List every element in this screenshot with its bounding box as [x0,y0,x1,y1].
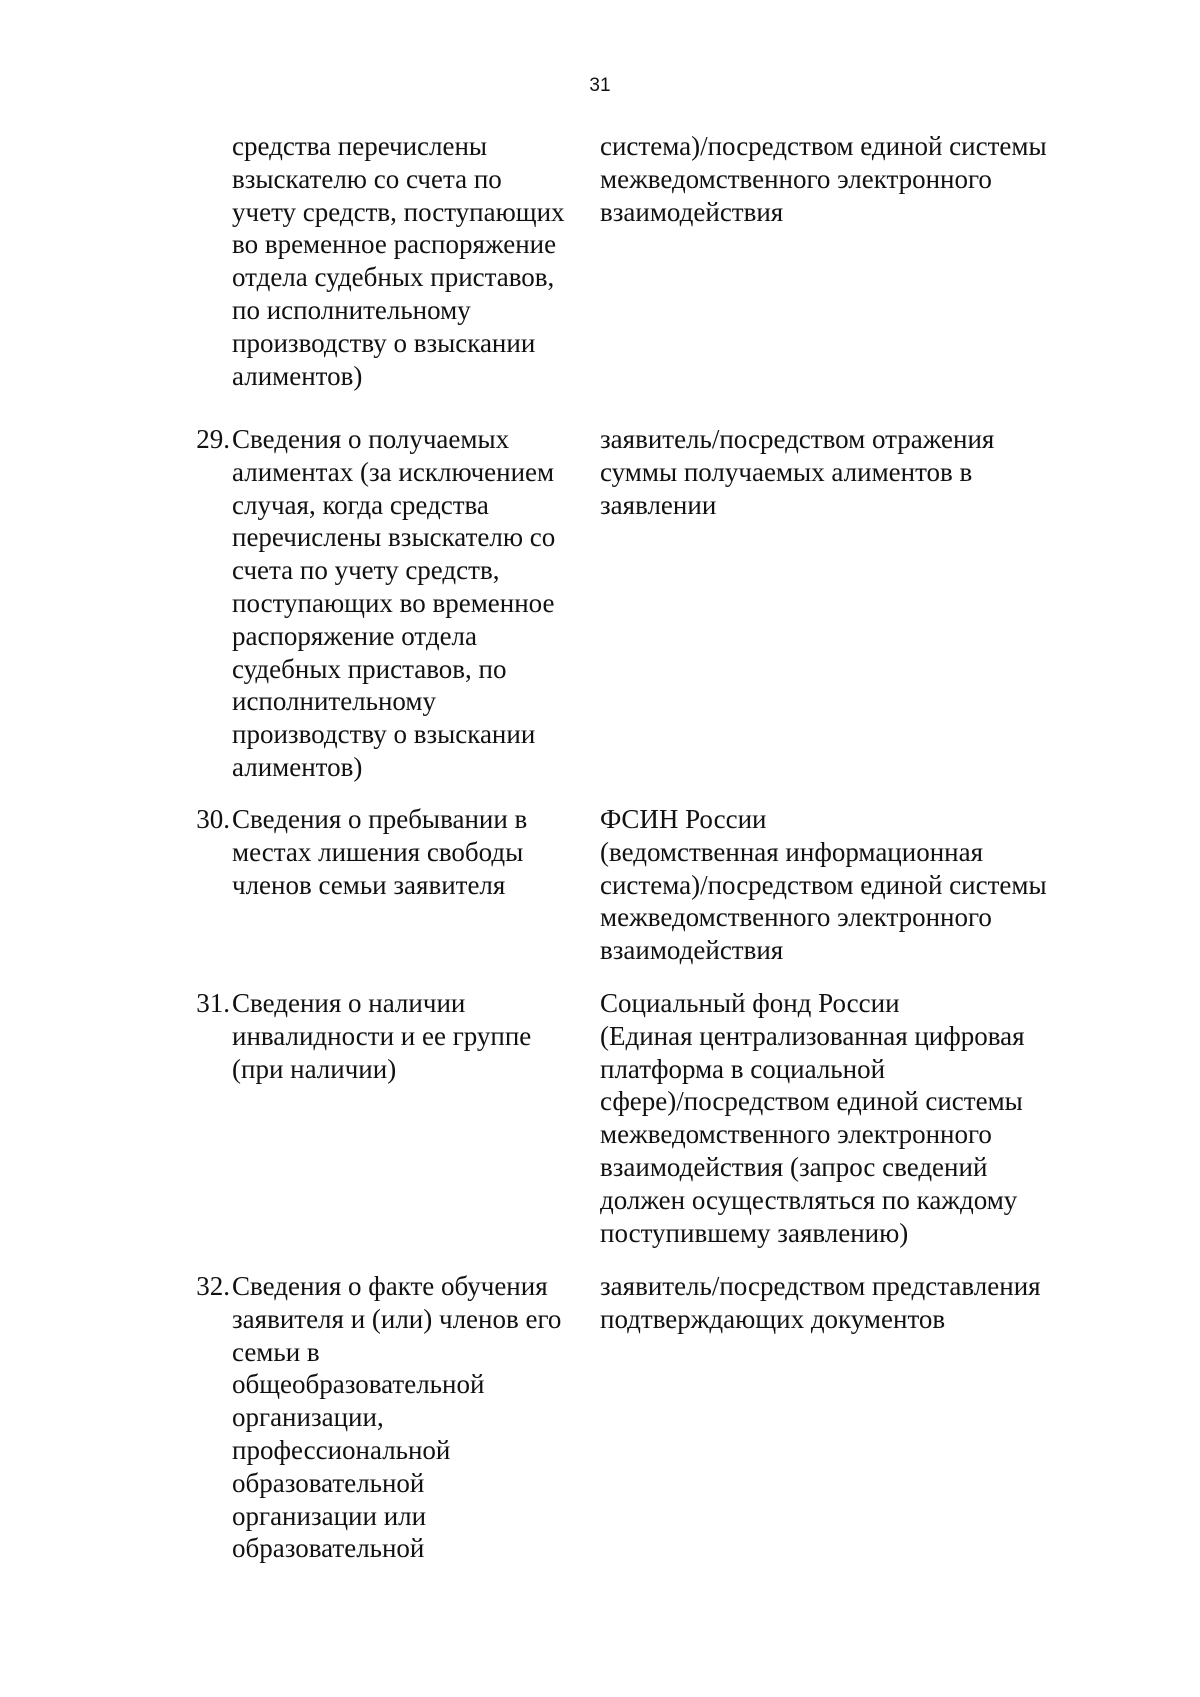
text-line: Сведения о наличии [232,988,466,1018]
text-line: распоряжение отдела [232,620,478,651]
row-number: 29. [196,424,230,454]
text-line: учету средств, поступающих [232,196,565,227]
text-line: членов семьи заявителя [232,869,506,900]
text-line: инвалидности и ее группе [232,1020,532,1051]
text-line: поступающих во временное [232,587,555,618]
text-line: межведомственного электронного [600,1119,992,1150]
info-source [600,1270,1090,1336]
text-line: во временное распоряжение [232,229,557,260]
text-line: должен осуществляться по каждому [600,1184,1018,1215]
row-number: 31. [196,988,230,1018]
text-line: подтверждающих документов [600,1303,946,1334]
info-description [232,130,592,392]
text-line: (при наличии) [232,1053,397,1084]
text-line: судебных приставов, по [232,653,507,684]
text-line: заявитель/посредством отражения [600,424,995,454]
text-line: система)/посредством единой системы [600,131,1047,161]
info-description [232,1270,592,1565]
text-line: образовательной [232,1533,425,1564]
text-line: Сведения о факте обучения [232,1271,548,1301]
text-line: по исполнительному [232,294,471,325]
text-line: межведомственного электронного [600,902,992,933]
info-description [232,987,592,1085]
text-line: производству о взыскании [232,719,536,750]
text-line: средства перечислены [232,131,488,161]
info-source [600,987,1090,1249]
text-line: Социальный фонд России [600,988,900,1018]
text-line: Сведения о пребывании в [232,804,528,834]
info-source [600,130,1090,228]
row-number: 32. [196,1271,230,1301]
text-line: (Единая централизованная цифровая [600,1020,1025,1051]
text-line: межведомственного электронного [600,163,992,194]
info-source [600,803,1090,967]
text-line: система)/посредством единой системы [600,869,1047,900]
info-source [600,423,1090,521]
text-line: заявитель/посредством представления [600,1271,1041,1301]
text-line: Сведения о получаемых [232,424,510,454]
text-line: организации, [232,1402,384,1433]
text-line: общеобразовательной [232,1369,485,1400]
text-line: алиментов) [232,360,363,391]
text-line: поступившему заявлению) [600,1217,909,1248]
text-line: семьи в [232,1336,320,1367]
text-line: взаимодействия [600,935,784,966]
info-description [232,423,592,784]
text-line: алиментах (за исключением [232,456,555,487]
text-line: образовательной [232,1467,425,1498]
text-line: взаимодействия [600,196,784,227]
text-line: (ведомственная информационная [600,836,983,867]
text-line: заявителя и (или) членов его [232,1303,562,1334]
text-line: профессиональной [232,1434,451,1465]
row-number: 30. [196,804,230,834]
text-line: сфере)/посредством единой системы [600,1086,1023,1117]
info-description [232,803,592,901]
text-line: исполнительному [232,686,436,717]
text-line: взыскателю со счета по [232,163,502,194]
page-number: 31 [589,75,611,96]
text-line: производству о взыскании [232,327,536,358]
text-line: суммы получаемых алиментов в [600,456,973,487]
text-line: перечислены взыскателю со [232,522,556,553]
text-line: местах лишения свободы [232,836,524,867]
text-line: организации или [232,1500,427,1531]
text-line: случая, когда средства [232,489,489,520]
text-line: взаимодействия (запрос сведений [600,1151,988,1182]
text-line: ФСИН России [600,804,767,834]
text-line: платформа в социальной [600,1053,886,1084]
text-line: счета по учету средств, [232,555,500,586]
text-line: заявлении [600,489,717,520]
text-line: отдела судебных приставов, [232,262,555,293]
text-line: алиментов) [232,751,363,782]
